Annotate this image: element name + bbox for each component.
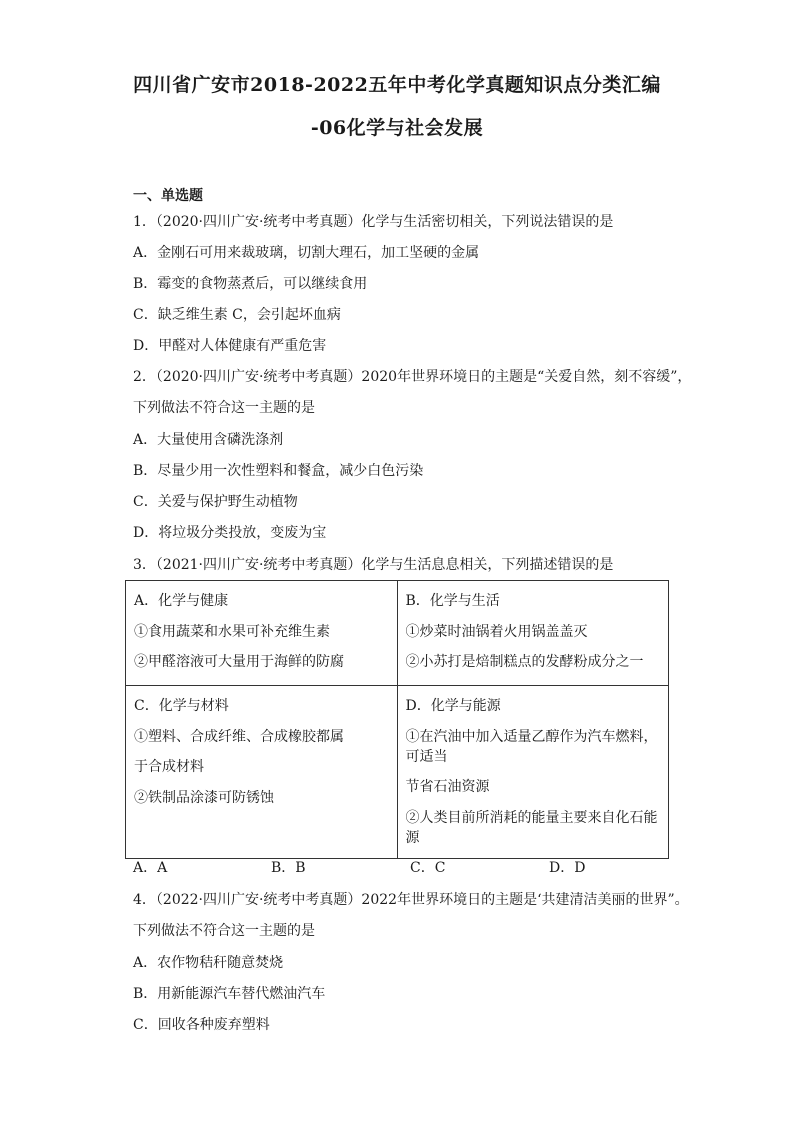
table-cell-d: [397, 686, 669, 859]
question-2-stem-line1: 2．（2020·四川广安·统考中考真题）2020年世界环境日的主题是“关爱自然，刻不容缓”，: [133, 369, 692, 385]
question-2-stem-line2: 下列做法不符合这一主题的是: [133, 400, 315, 416]
question-3-choice-c: C．C: [410, 860, 446, 876]
question-1-stem: 1．（2020·四川广安·统考中考真题）化学与生活密切相关，下列说法错误的是: [133, 214, 614, 230]
cell-c-item-2: ②铁制品涂漆可防锈蚀: [134, 789, 274, 806]
cell-d-heading: D．化学与能源: [405, 698, 501, 714]
question-1-option-c: C．缺乏维生素 C，会引起坏血病: [133, 307, 341, 323]
question-1-option-d: D．甲醛对人体健康有严重危害: [133, 338, 327, 354]
document-title-line2: -06化学与社会发展: [310, 117, 484, 139]
question-3-choice-b: B．B: [271, 860, 306, 876]
cell-d-item-1: ①在汽油中加入适量乙醇作为汽车燃料，可适当: [405, 728, 658, 765]
question-1-option-a: A．金刚石可用来裁玻璃，切割大理石，加工坚硬的金属: [133, 245, 480, 261]
section-heading: 一、单选题: [133, 188, 203, 204]
cell-a-item-2: ②甲醛溶液可大量用于海鲜的防腐: [134, 654, 344, 670]
question-2-option-a: A．大量使用含磷洗涤剂: [133, 432, 284, 448]
table-cell-b: [397, 581, 669, 686]
cell-a-item-1: ①食用蔬菜和水果可补充维生素: [134, 623, 330, 640]
question-2-option-b: B．尽量少用一次性塑料和餐盒，减少白色污染: [133, 463, 424, 479]
cell-c-item-1-cont: 于合成材料: [134, 759, 204, 775]
document-title-line1: 四川省广安市2018-2022五年中考化学真题知识点分类汇编: [133, 74, 661, 96]
table-cell-c: [126, 686, 398, 859]
question-4-stem-line2: 下列做法不符合这一主题的是: [133, 923, 315, 939]
question-2-option-c: C．关爱与保护野生动植物: [133, 494, 298, 510]
question-1-option-b: B．霉变的食物蒸煮后，可以继续食用: [133, 276, 368, 292]
cell-d-item-1-cont: 节省石油资源: [405, 779, 490, 795]
question-3-table: [125, 580, 669, 859]
question-3-choice-d: D．D: [549, 860, 586, 876]
table-cell-a: [126, 581, 398, 686]
question-3-choice-a: A．A: [133, 860, 168, 876]
question-3-stem: 3．（2021·四川广安·统考中考真题）化学与生活息息相关，下列描述错误的是: [133, 557, 614, 573]
question-4-stem-line1: 4．（2022·四川广安·统考中考真题）2022年世界环境日的主题是‘共建清洁美丽的世界”。: [133, 892, 689, 908]
cell-a-heading: A．化学与健康: [134, 593, 229, 609]
question-4-option-c: C．回收各种废弃塑料: [133, 1017, 270, 1033]
cell-c-heading: C．化学与材料: [134, 698, 229, 714]
cell-d-item-2: ②人类目前所消耗的能量主要来自化石能源: [405, 809, 658, 846]
cell-c-item-1: ①塑料、合成纤维、合成橡胶都属: [134, 728, 344, 745]
cell-b-item-1: ①炒菜时油锅着火用锅盖盖灭: [405, 623, 588, 640]
cell-b-item-2: ②小苏打是焙制糕点的发酵粉成分之一: [405, 654, 644, 670]
question-4-option-b: B．用新能源汽车替代燃油汽车: [133, 986, 326, 1002]
cell-b-heading: B．化学与生活: [405, 593, 500, 609]
question-4-option-a: A．农作物秸秆随意焚烧: [133, 955, 284, 971]
question-2-option-d: D．将垃圾分类投放，变废为宝: [133, 525, 327, 541]
